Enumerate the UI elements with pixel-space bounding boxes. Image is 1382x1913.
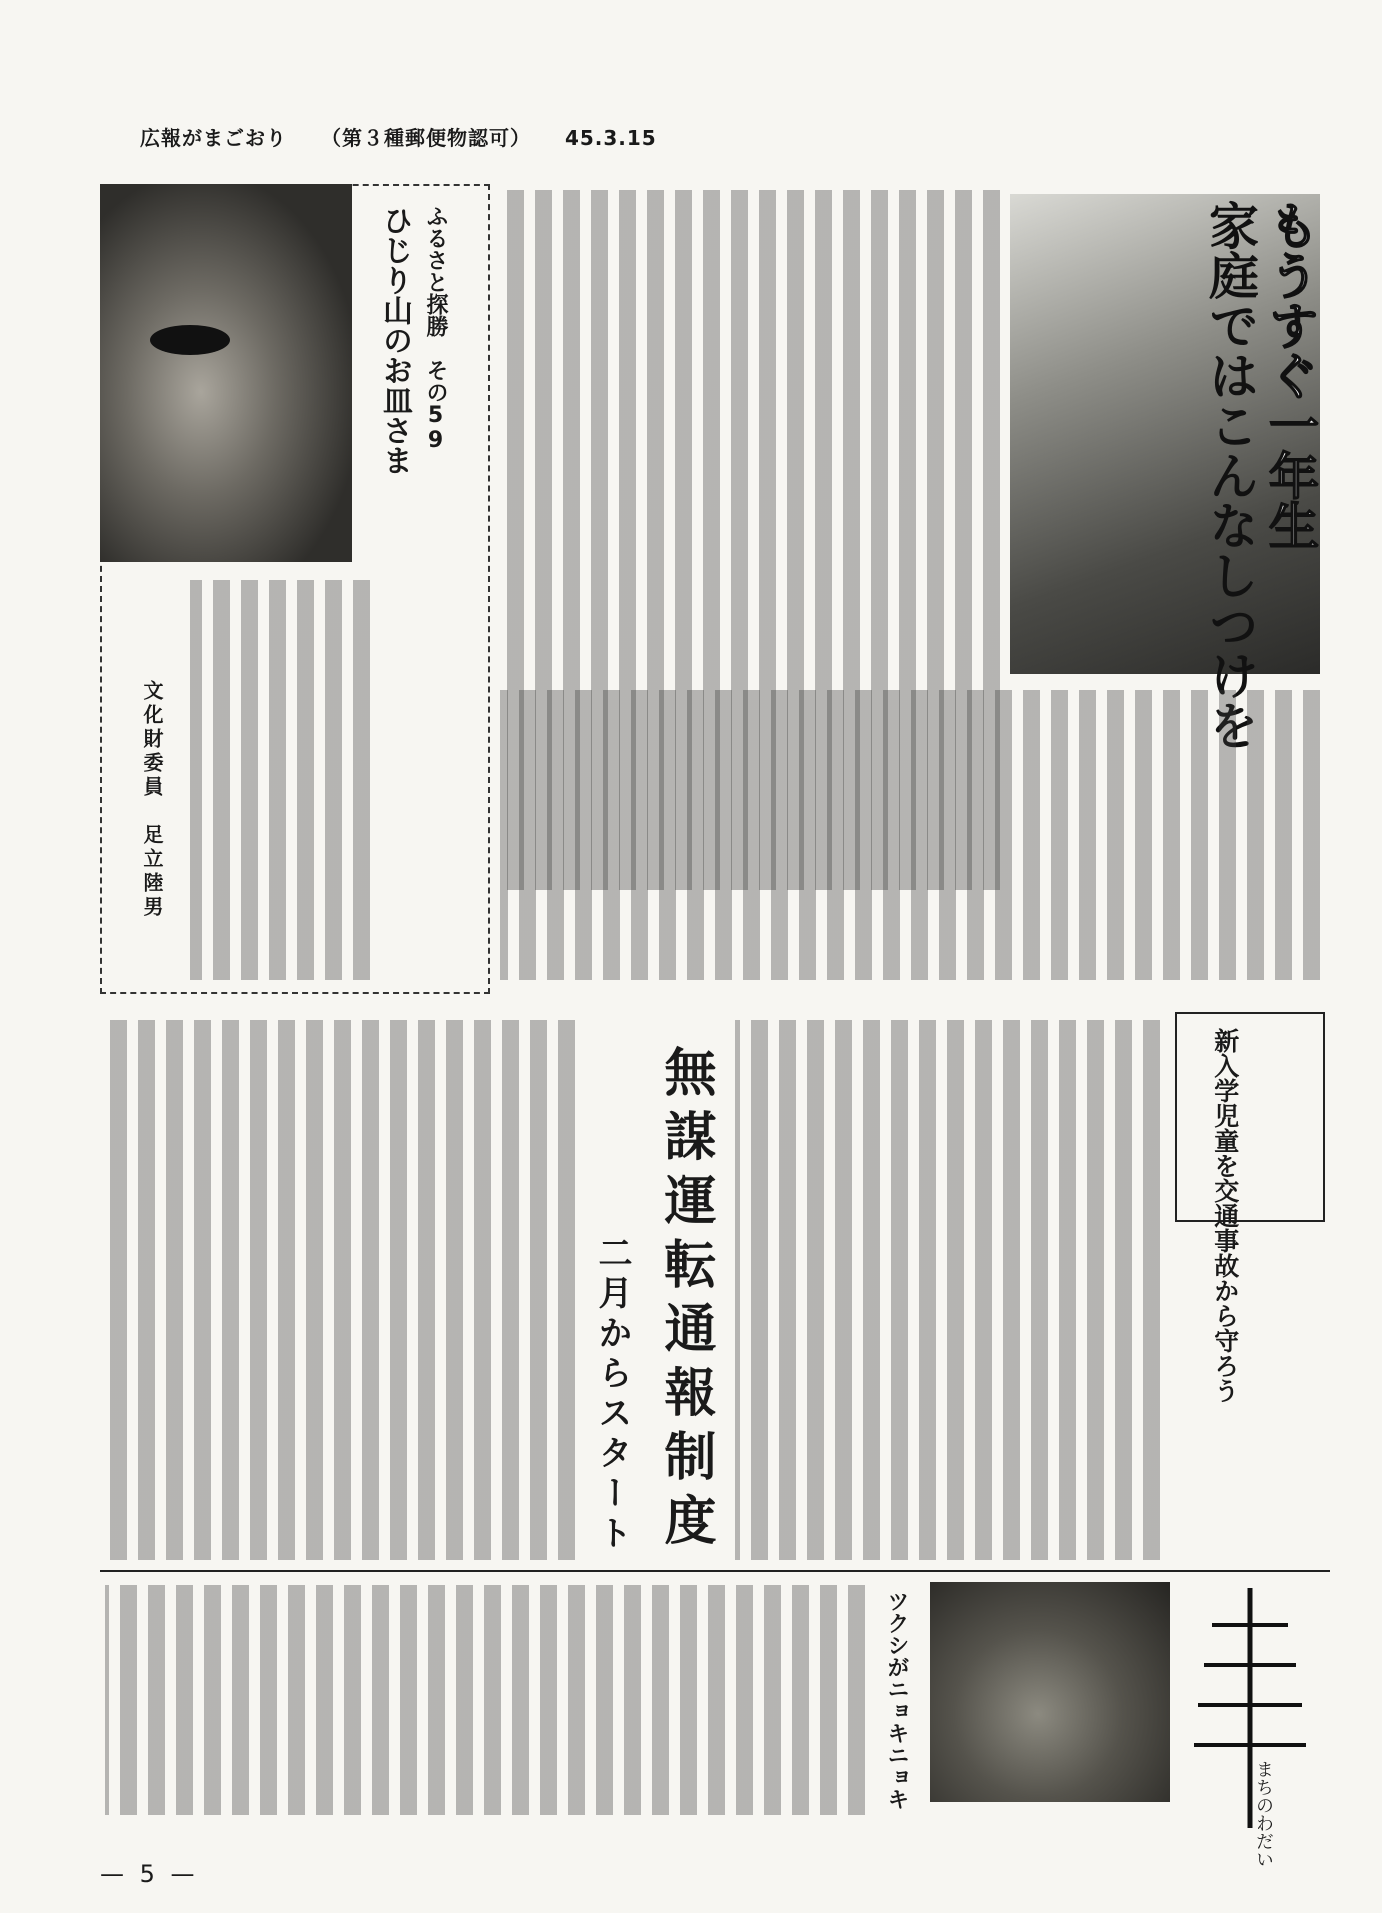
furusato-title: ひじり山のお皿さま xyxy=(377,205,412,475)
safety-body xyxy=(735,1020,1160,1560)
rock-hollow xyxy=(150,325,230,355)
page-header xyxy=(140,122,683,151)
column-title: ツクシがニョキニョキ xyxy=(884,1590,909,1810)
reckless-subtitle: 二月からスタート xyxy=(592,1235,632,1555)
column-label: まちのわだい xyxy=(1253,1760,1274,1868)
feature-title-line1: もうすぐ一年生 xyxy=(1261,200,1320,550)
postal-permit: （第３種郵便物認可） xyxy=(320,126,531,150)
reckless-body xyxy=(105,1020,575,1560)
feature-title xyxy=(1200,200,1320,750)
safety-title: 新入学児童を交通事故から守ろう xyxy=(1210,1028,1240,1403)
furusato-author: 文化財委員 足立陸男 xyxy=(140,680,164,920)
feature-title-line2: 家庭ではこんなしつけを xyxy=(1201,200,1260,750)
furusato-series: ふるさと探勝 その59 xyxy=(423,205,448,453)
rock-photo xyxy=(100,184,352,562)
feature-body-continued xyxy=(500,690,1320,980)
safety-heading-box xyxy=(1175,1012,1325,1222)
column-body xyxy=(105,1585,865,1815)
furusato-body xyxy=(190,580,370,980)
page-number: — 5 — xyxy=(100,1860,199,1888)
publication-name: 広報がまごおり xyxy=(140,126,287,150)
tsukushi-photo xyxy=(930,1582,1170,1802)
reckless-title: 無謀運転通報制度 xyxy=(655,1045,715,1557)
issue-date: 45.3.15 xyxy=(564,126,657,150)
